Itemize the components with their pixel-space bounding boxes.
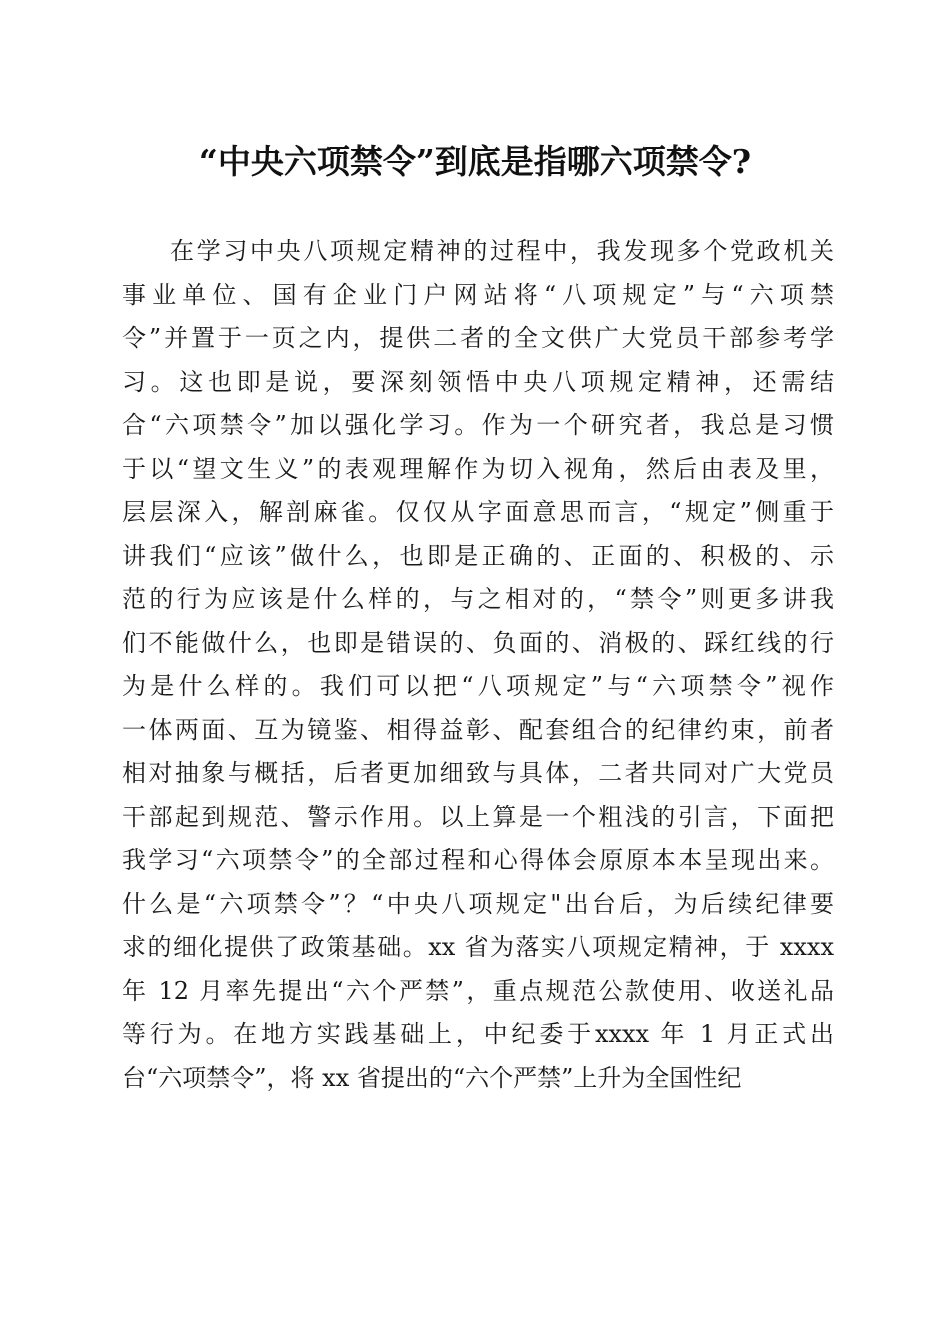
body-line: 习。这也即是说，要深刻领悟中央八项规定精神，还需结 [122, 367, 834, 396]
body-line: 干部起到规范、警示作用。以上算是一个粗浅的引言，下面把 [122, 802, 834, 831]
body-line: 相对抽象与概括，后者更加细致与具体，二者共同对广大党员 [122, 759, 834, 787]
body-line: 求的细化提供了政策基础。xx 省为落实八项规定精神，于 xxxx [122, 933, 834, 961]
body-line: 我学习“六项禁令”的全部过程和心得体会原原本本呈现出来。 [122, 846, 834, 874]
body-line: 于以“望文生义”的表观理解作为切入视角，然后由表及里， [122, 454, 834, 483]
body-line: 讲我们“应该”做什么，也即是正确的、正面的、积极的、示 [122, 541, 834, 570]
body-line: 令”并置于一页之内，提供二者的全文供广大党员干部参考学 [122, 324, 834, 352]
body-line: 年 12 月率先提出“六个严禁”，重点规范公款使用、收送礼品 [122, 976, 834, 1005]
body-line: 在学习中央八项规定精神的过程中，我发现多个党政机关 [170, 237, 834, 265]
body-line: 为是什么样的。我们可以把“八项规定”与“六项禁令”视作 [122, 672, 834, 700]
body-line: 一体两面、互为镜鉴、相得益彰、配套组合的纪律约束，前者 [122, 715, 834, 744]
body-line: 事业单位、国有企业门户网站将“八项规定”与“六项禁 [122, 280, 834, 309]
body-line: 等行为。在地方实践基础上，中纪委于xxxx 年 1 月正式出 [122, 1020, 834, 1048]
document-title: “中央六项禁令”到底是指哪六项禁令? [198, 142, 752, 181]
body-line: 们不能做什么，也即是错误的、负面的、消极的、踩红线的行 [122, 628, 834, 657]
body-line: 范的行为应该是什么样的，与之相对的，“禁令”则更多讲我 [122, 585, 834, 613]
document-body [122, 230, 834, 1100]
body-line: 合“六项禁令”加以强化学习。作为一个研究者，我总是习惯 [122, 411, 834, 439]
body-line: 层层深入，解剖麻雀。仅仅从字面意思而言，“规定”侧重于 [122, 498, 834, 526]
body-line: 台“六项禁令”，将 xx 省提出的“六个严禁”上升为全国性纪 [122, 1063, 742, 1092]
body-line: 什么是“六项禁令”？“中央八项规定"出台后，为后续纪律要 [122, 889, 834, 918]
